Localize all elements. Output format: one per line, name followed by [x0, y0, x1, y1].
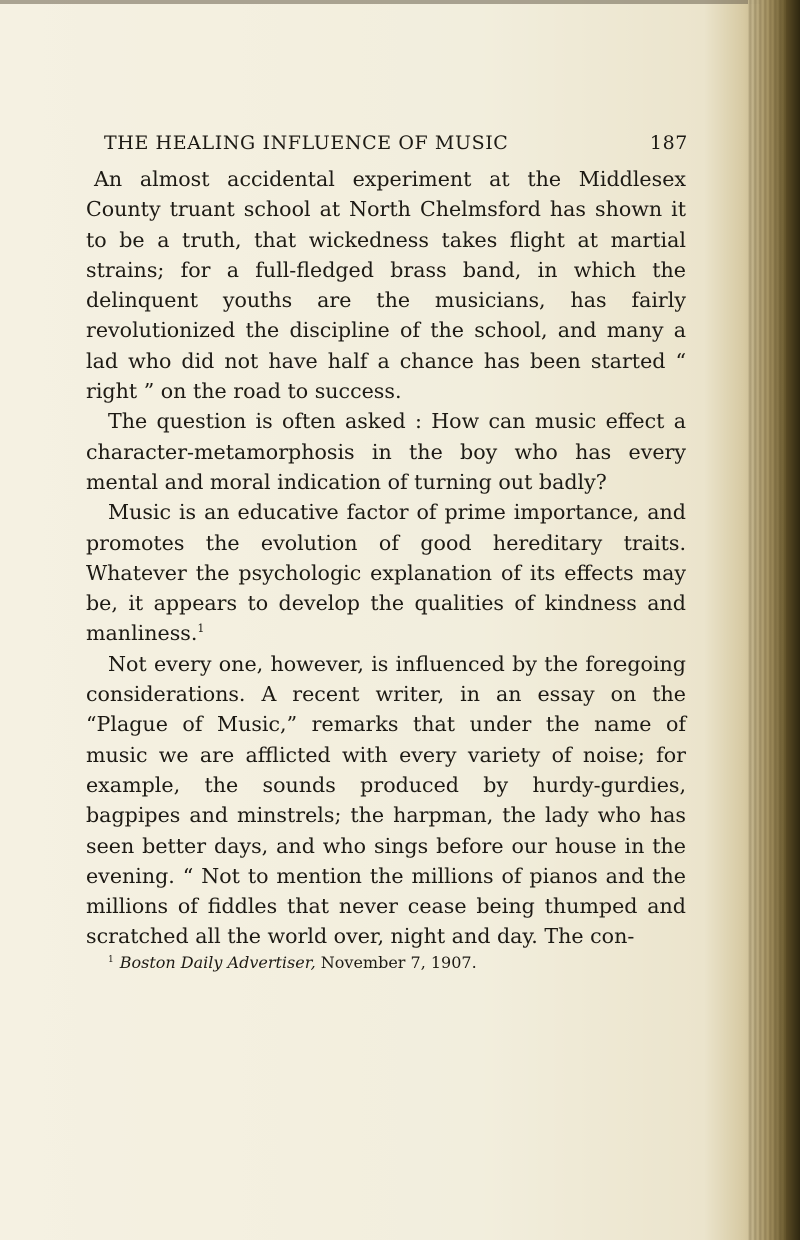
- page-number: 187: [649, 132, 688, 154]
- paragraph-2: The question is often asked : How can music effect a character-metamorphosis in the boy who has every mental and moral indication of turning out badly?: [86, 409, 686, 494]
- paragraph-1: An almost accidental experiment at the Middlesex County truant school at North Chelmsford has shown it to be a truth, that wickedness takes flight at martial strains; for a full-fledged brass band, in which the delinquent youths are the musicians, has fairly revolutionized the discipline of the school, and many a lad who did not have half a chance has been started “ right ” on the road to success.: [86, 167, 686, 404]
- binding-edge: [786, 0, 800, 1240]
- paragraph-3-text: Music is an educative factor of prime importance, and promotes the evolution of good hereditary traits. Whatever the psychologic explanation of its effects may be, it appears to develop the qualities of kindness and manliness.: [86, 500, 686, 646]
- footnote-reference: 1: [197, 622, 205, 636]
- footnote-source: Boston Daily Advertiser,: [119, 952, 316, 972]
- body-text: [86, 164, 686, 952]
- footnote-date: November 7, 1907.: [320, 952, 477, 972]
- paragraph-4: Not every one, however, is influenced by the foregoing considerations. A recent writer, in an essay on the “Plague of Music,” remarks that under the name of music we are afflicted with every variety of noise; for example, the sounds produced by hurdy-gurdies, bagpipes and minstrels; the harpman, the lady who has seen better days, and who sings before our house in the evening. “ Not to mention the millions of pianos and the millions of fiddles that never cease being thumped and scratched all the world over, night and day. The con-: [86, 651, 686, 949]
- footnote-marker: 1: [108, 954, 114, 965]
- text-block: [86, 128, 686, 974]
- footnote: [108, 952, 686, 974]
- paragraph-3: [86, 497, 686, 648]
- running-head: [104, 128, 688, 158]
- running-head-title: THE HEALING INFLUENCE OF MUSIC: [104, 132, 509, 154]
- top-edge-shadow: [0, 0, 760, 4]
